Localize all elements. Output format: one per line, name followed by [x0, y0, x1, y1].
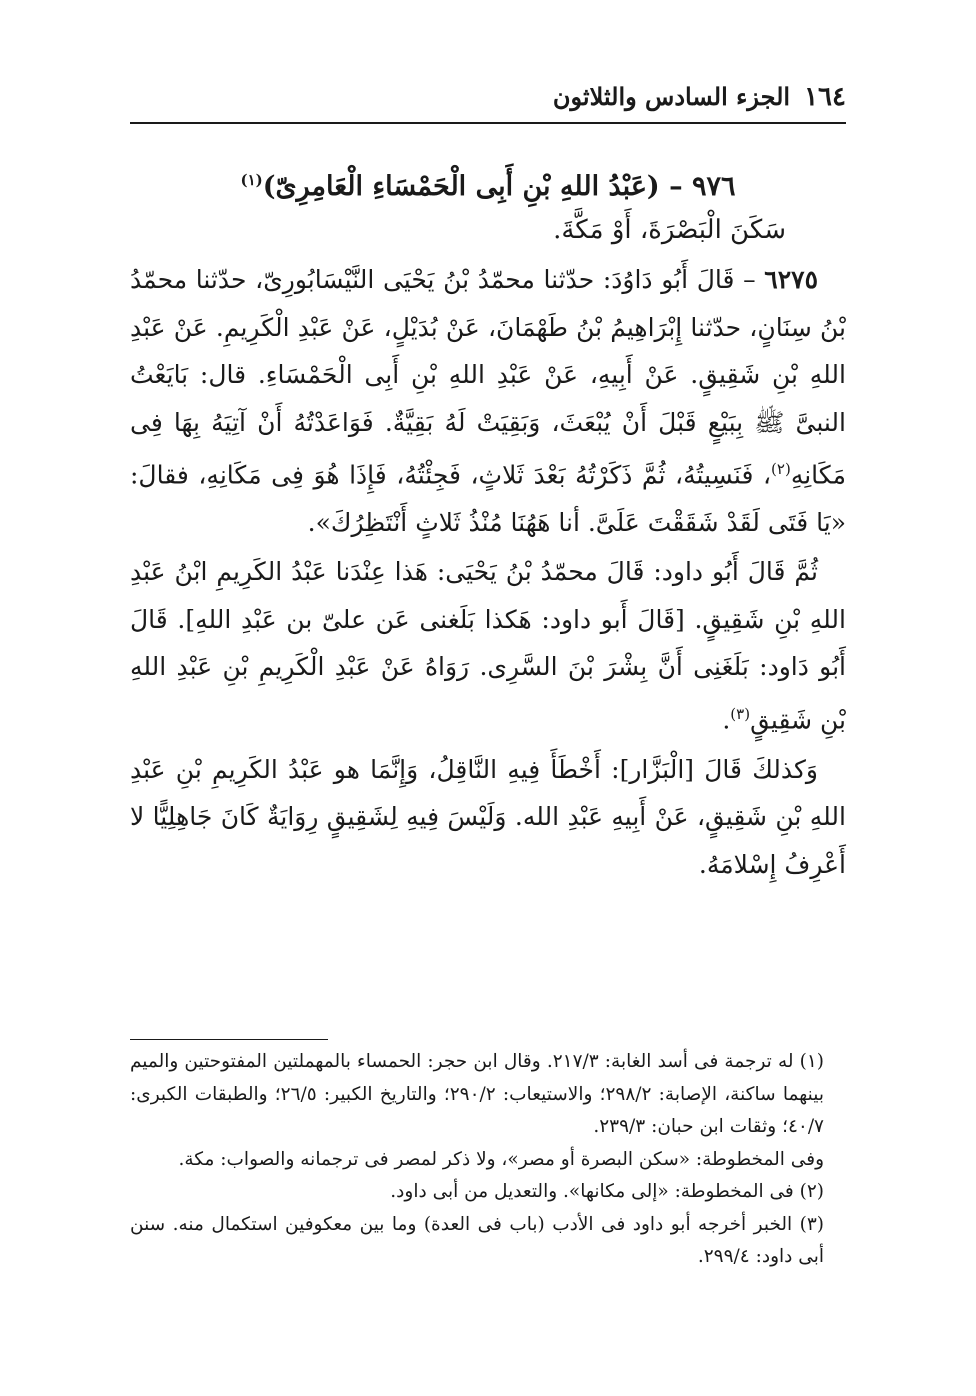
commentary-paragraph	[130, 548, 846, 743]
footnote-3: (٣) الخبر أخرجه أبو داود فى الأدب (باب فى العدة) وما بين معكوفين استكمال منه. سنن أبى داود: ٢٩٩/٤.	[130, 1213, 824, 1267]
commentary-text: ثُمَّ قَالَ أَبُو داود: قَالَ محمّدُ بْنُ يَحْيَى: هَذا عِنْدَنا عَبْدُ الكَرِيمِ ابْنُ عَبْدِ اللهِ بْنِ شَقِيقٍ. [قَالَ أَبو داود: هَكذا بَلَغنى عَن علىّ بن عَبْدِ اللهِ]. قَالَ أَبُو دَاود: بَلَغَنِى أَنَّ بِشْرَ بْنَ السَّرِى. رَوَاهُ عَنْ عَبْدِ الْكَرِيمِ بْنِ عَبْدِ اللهِ بْنِ شَقِيقٍ	[130, 557, 846, 735]
hadith-number: ٦٢٧٥	[764, 265, 818, 294]
entry-heading-text: ٩٧٦ – (عَبْدُ اللهِ بْنِ أَبِى الْحَمْسَاءِ الْعَامِرِىّ)	[262, 171, 736, 202]
hadith-paragraph	[130, 256, 846, 546]
footnote-ref-1: (١)	[240, 171, 263, 189]
footnote-1-continued: وفى المخطوطة: «سكن البصرة أو مصر»، ولا ذكر لمصر فى ترجمانه والصواب: مكة.	[178, 1148, 824, 1170]
entry-residence: سَكَنَ الْبَصْرَةَ، أَوْ مَكَّةَ.	[553, 215, 786, 245]
header-rule	[130, 122, 846, 124]
page-header	[130, 82, 846, 122]
footnote-ref-3: (٣)	[730, 704, 751, 723]
commentary-end: .	[722, 705, 731, 735]
bazzar-paragraph	[130, 746, 846, 889]
footnote-2: (٢) فى المخطوطة: «إلى مكانها». والتعديل من أبى داود.	[390, 1181, 824, 1202]
footnote-rule	[130, 1039, 328, 1040]
main-text	[130, 256, 846, 890]
page-number: ١٦٤	[804, 82, 846, 112]
hadith-text-continued: ، فَنَسِيتُهُ، ثُمَّ ذَكَرْتُهُ بَعْدَ ثَلاثٍ، فَجِئْتُهُ، فَإِذَا هُوَ فِى مَكَانِهِ، فقالَ: «يَا فَتَى لَقَدْ شَقَقْتَ عَلَىَّ. أنا هَهُنَا مُنْذُ ثَلاثٍ أَنْتَظِرُكَ».	[130, 460, 846, 537]
running-title: الجزء السادس والثلاثون	[552, 82, 791, 111]
footnote-1: (١) له ترجمة فى أسد الغابة: ٢١٧/٣. وقال ابن حجر: الحمساء بالمهملتين المفتوحتين والميم بينهما ساكنة، الإصابة: ٢٩٨/٢؛ والاستيعاب: ٢٩٠/٢؛ والتاريخ الكبير: ٢٦/٥؛ والطبقات الكبرى: ٤٠/٧؛ وثقات ابن حبان: ٢٣٩/٣.	[130, 1051, 825, 1137]
bazzar-text: وَكذلكَ قَالَ [الْبَزَّار]: أَخْطَأَ فِيهِ النَّاقِلُ، وَإِنَّمَا هو عَبْدُ الكَرِيمِ بْنِ عَبْدِ اللهِ بْنِ شَقِيقٍ، عَنْ أَبِيهِ عَبْدِ الله. وَلَيْسَ فِيهِ لِشَقِيقٍ رِوَايَةٌ كَانَ جَاهِلِيًّا لا أَعْرِفُ إِسْلامَهُ.	[130, 754, 846, 879]
entry-heading	[130, 156, 846, 211]
book-page	[130, 60, 846, 1360]
hadith-text: – قَالَ أَبُو دَاوُدَ: حدّثنا محمّدُ بْنُ يَحْيَى النَّيْسَابُورِىّ، حدّثنا محمّدُ بْنُ سِنَانٍ، حدّثنا إِبْرَاهِيمُ بْنُ طَهْمَانَ، عَنْ بُدَيْلٍ، عَنْ عَبْدِ الْكَرِيمِ. عَنْ عَبْدِ اللهِ بْنِ شَقِيقٍ. عَنْ أَبِيهِ، عَنْ عَبْدِ اللهِ بْنِ أَبِى الْحَمْسَاءِ. قال: بَايَعْتُ النبىَّ ﷺ بِبَيْعٍ قَبْلَ أَنْ يُبْعَثَ، وَبَقِيَتْ لَهُ بَقِيَّةٌ. فَوَاعَدْتُهُ أَنْ آتِيَهُ بِهَا فِى مَكَانِهِ	[130, 265, 846, 490]
footnote-ref-2: (٢)	[771, 460, 791, 478]
footnotes	[130, 1046, 846, 1274]
